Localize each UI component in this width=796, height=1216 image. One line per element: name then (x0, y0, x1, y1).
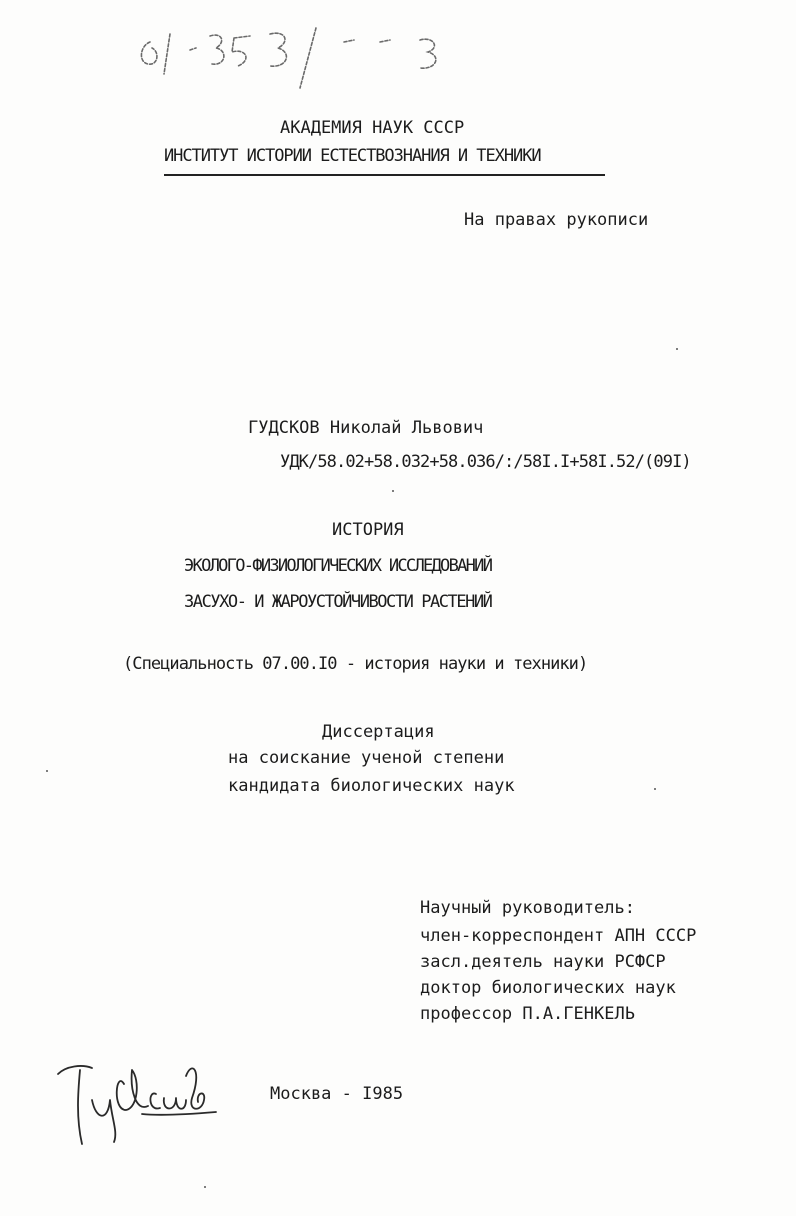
place-and-year: Москва - I985 (270, 1084, 404, 1104)
scan-speck (392, 490, 394, 492)
supervisor-title-3: доктор биологических наук (420, 978, 676, 998)
title-line-2: ЭКОЛОГО-ФИЗИОЛОГИЧЕСКИХ ИССЛЕДОВАНИЙ (184, 556, 492, 576)
title-line-3: ЗАСУХО- И ЖАРОУСТОЙЧИВОСТИ РАСТЕНИЙ (184, 592, 492, 612)
institute-heading: ИНСТИТУТ ИСТОРИИ ЕСТЕСТВОЗНАНИЯ И ТЕХНИКИ (164, 146, 541, 166)
supervisor-title-2: засл.деятель науки РСФСР (420, 952, 666, 972)
author-name: ГУДСКОВ Николай Львович (248, 418, 484, 438)
degree-line-2: кандидата биологических наук (228, 776, 515, 796)
specialty-line: (Специальность 07.00.I0 - история науки и техники) (123, 654, 588, 674)
academy-heading: АКАДЕМИЯ НАУК СССР (280, 118, 465, 138)
author-signature (52, 1040, 222, 1150)
dissertation-label: Диссертация (322, 722, 435, 742)
archive-handwritten-mark (130, 12, 510, 92)
scan-speck (204, 1186, 206, 1188)
header-divider (164, 174, 605, 176)
title-line-1: ИСТОРИЯ (332, 520, 404, 540)
scan-speck (46, 770, 48, 772)
supervisor-label: Научный руководитель: (420, 898, 635, 918)
degree-line-1: на соискание ученой степени (228, 748, 505, 768)
udc-code: УДК/58.02+58.032+58.036/:/58I.I+58I.52/(09I) (280, 452, 691, 472)
scan-speck (676, 348, 678, 350)
scan-speck (654, 788, 656, 790)
supervisor-name: профессор П.А.ГЕНКЕЛЬ (420, 1004, 635, 1024)
supervisor-title-1: член-корреспондент АПН СССР (420, 926, 697, 946)
manuscript-rights-note: На правах рукописи (464, 210, 649, 230)
